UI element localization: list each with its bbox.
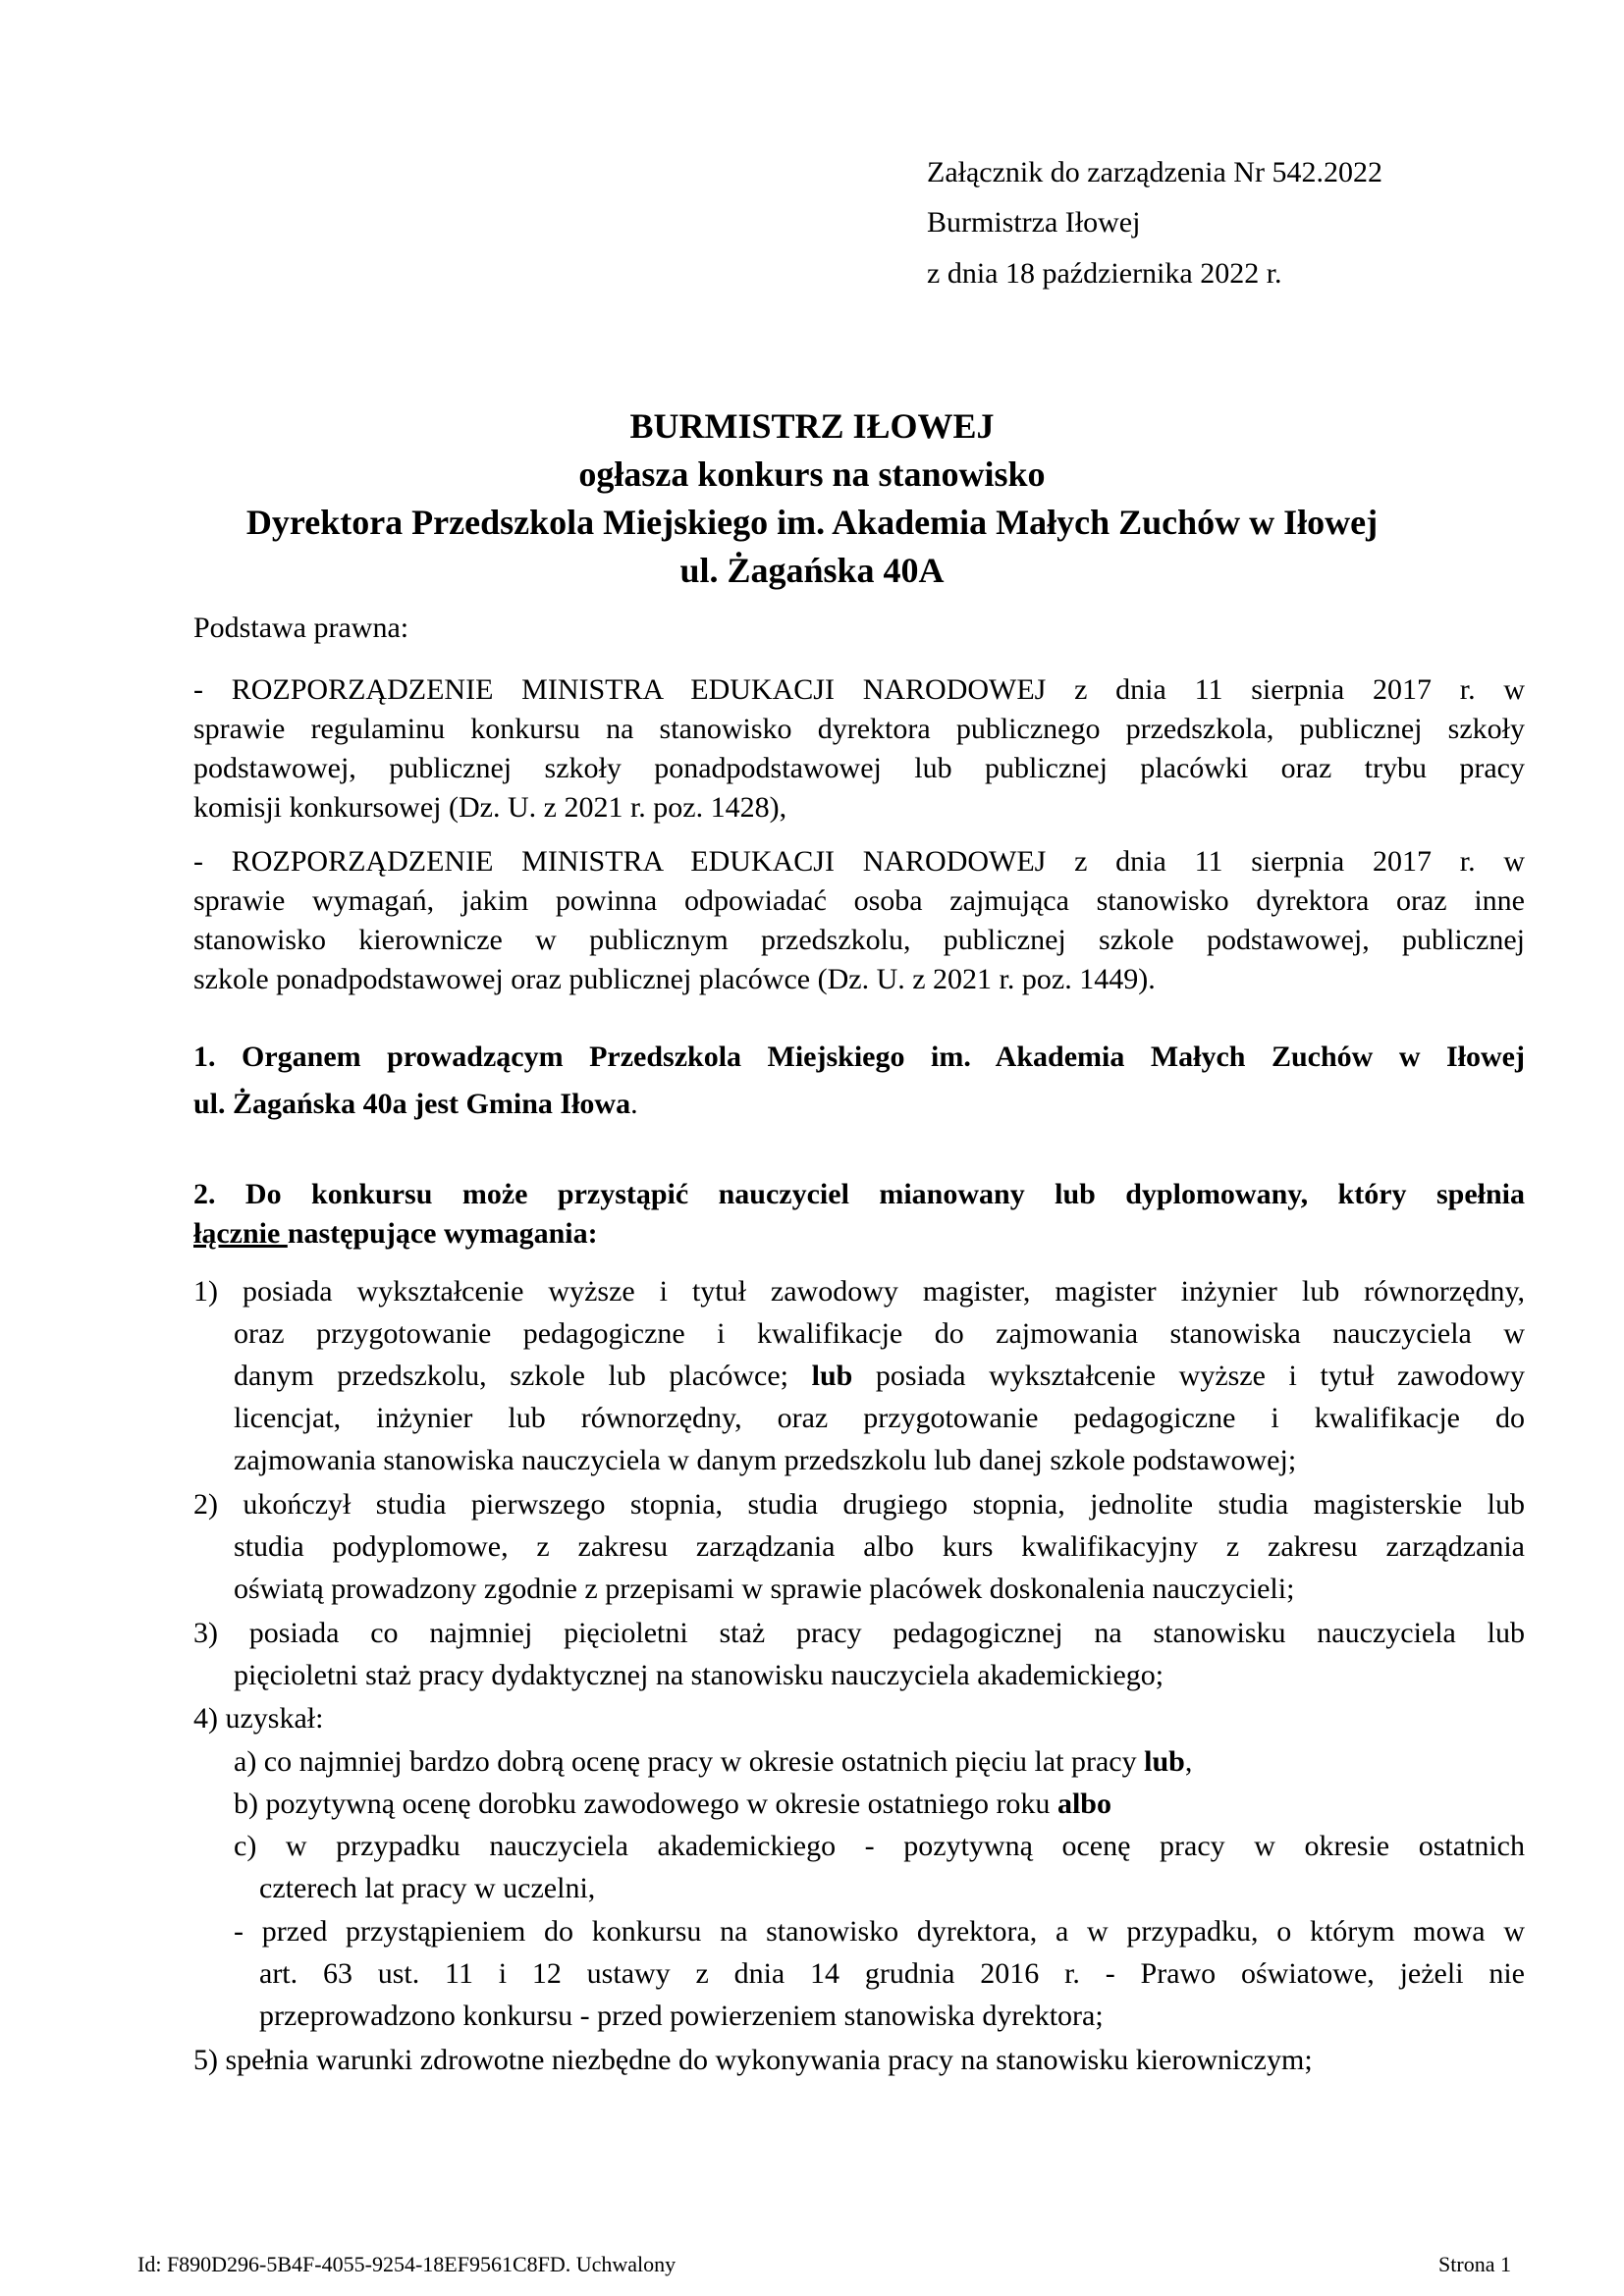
section-1-line: 1. Organem prowadzącym Przedszkola Miejskiego im. Akademia Małych Zuchów w Iłowej (193, 1041, 1525, 1073)
header-line: Burmistrza Iłowej (927, 206, 1141, 239)
requirement-subitem-c: czterech lat pracy w uczelni, (259, 1872, 596, 1904)
document-id: Id: F890D296-5B4F-4055-9254-18EF9561C8FD. Uchwalony (137, 2252, 677, 2276)
requirement-line: 3) posiada co najmniej pięcioletni staż pracy pedagogicznej na stanowisku nauczyciela lub (193, 1617, 1525, 1649)
section-2-line (193, 1214, 598, 1254)
bold-conjunction: lub (1144, 1745, 1185, 1778)
requirement-subitem-a (234, 1742, 1192, 1782)
requirement-text: b) pozytywną ocenę dorobku zawodowego w okresie ostatniego roku (234, 1788, 1057, 1820)
requirement-line: oświatą prowadzony zgodnie z przepisami w sprawie placówek doskonalenia nauczycieli; (234, 1573, 1295, 1605)
legal-basis-line: sprawie regulaminu konkursu na stanowisko dyrektora publicznego przedszkola, publicznej szkoły (193, 713, 1525, 745)
legal-basis-line: - ROZPORZĄDZENIE MINISTRA EDUKACJI NARODOWEJ z dnia 11 sierpnia 2017 r. w (193, 845, 1525, 878)
requirement-line: studia podyplomowe, z zakresu zarządzania albo kurs kwalifikacyjny z zakresu zarządzania (234, 1530, 1525, 1563)
header-line: z dnia 18 października 2022 r. (927, 257, 1282, 290)
requirement-subitem-c: c) w przypadku nauczyciela akademickiego - pozytywną ocenę pracy w okresie ostatnich (234, 1830, 1525, 1862)
bold-conjunction: albo (1056, 1788, 1111, 1820)
title-line: BURMISTRZ IŁOWEJ (629, 406, 995, 446)
section-2-rest: następujące wymagania: (287, 1217, 598, 1250)
requirement-line: 1) posiada wykształcenie wyższe i tytuł zawodowy magister, magister inżynier lub równorzędny, (193, 1275, 1525, 1308)
legal-basis-label: Podstawa prawna: (193, 612, 409, 644)
requirement-text: posiada wykształcenie wyższe i tytuł zawodowy (852, 1360, 1525, 1392)
title-line: ul. Żagańska 40A (679, 551, 945, 590)
requirement-line: pięcioletni staż pracy dydaktycznej na stanowisku nauczyciela akademickiego; (234, 1659, 1164, 1691)
requirement-line: zajmowania stanowiska nauczyciela w danym przedszkolu lub danej szkole podstawowej; (234, 1444, 1297, 1476)
requirement-subitem-d: przeprowadzono konkursu - przed powierzeniem stanowiska dyrektora; (259, 2000, 1104, 2032)
requirement-line: 2) ukończył studia pierwszego stopnia, studia drugiego stopnia, jednolite studia magisterskie lub (193, 1488, 1525, 1521)
header-line: Załącznik do zarządzenia Nr 542.2022 (927, 156, 1382, 188)
requirement-line: 5) spełnia warunki zdrowotne niezbędne do wykonywania pracy na stanowisku kierowniczym; (193, 2044, 1313, 2076)
requirement-subitem-d: - przed przystąpieniem do konkursu na stanowisko dyrektora, a w przypadku, o którym mowa w (234, 1915, 1525, 1948)
requirement-line: oraz przygotowanie pedagogiczne i kwalifikacje do zajmowania stanowiska nauczyciela w (234, 1317, 1525, 1350)
legal-basis-line: - ROZPORZĄDZENIE MINISTRA EDUKACJI NARODOWEJ z dnia 11 sierpnia 2017 r. w (193, 673, 1525, 706)
title-line: ogłasza konkurs na stanowisko (578, 454, 1046, 494)
requirement-text: , (1184, 1745, 1193, 1778)
requirement-line: 4) uzyskał: (193, 1702, 324, 1735)
legal-basis-line: podstawowej, publicznej szkoły ponadpodstawowej lub publicznej placówki oraz trybu pracy (193, 752, 1525, 784)
legal-basis-line: komisji konkursowej (Dz. U. z 2021 r. poz. 1428), (193, 791, 787, 824)
requirement-subitem-b (234, 1785, 1111, 1824)
legal-basis-line: stanowisko kierownicze w publicznym przedszkolu, publicznej szkole podstawowej, publicznej (193, 924, 1525, 956)
title-line: Dyrektora Przedszkola Miejskiego im. Akademia Małych Zuchów w Iłowej (245, 503, 1379, 542)
requirement-line: licencjat, inżynier lub równorzędny, oraz przygotowanie pedagogiczne i kwalifikacje do (234, 1402, 1525, 1434)
bold-conjunction: lub (811, 1360, 853, 1392)
legal-basis-line: szkole ponadpodstawowej oraz publicznej placówce (Dz. U. z 2021 r. poz. 1449). (193, 963, 1156, 995)
legal-basis-line: sprawie wymagań, jakim powinna odpowiadać osoba zajmująca stanowisko dyrektora oraz inne (193, 884, 1525, 917)
section-1-line (193, 1085, 638, 1124)
requirement-subitem-d: art. 63 ust. 11 i 12 ustawy z dnia 14 grudnia 2016 r. - Prawo oświatowe, jeżeli nie (259, 1957, 1525, 1990)
requirement-text: danym przedszkolu, szkole lub placówce; (234, 1360, 812, 1392)
requirement-text: a) co najmniej bardzo dobrą ocenę pracy w okresie ostatnich pięciu lat pracy (234, 1745, 1145, 1778)
page-number: Strona 1 (1438, 2252, 1511, 2276)
section-1-bold-text: ul. Żagańska 40a jest Gmina Iłowa (193, 1088, 631, 1120)
requirement-line (234, 1357, 1525, 1396)
section-2-line: 2. Do konkursu może przystąpić nauczyciel mianowany lub dyplomowany, który spełnia (193, 1178, 1525, 1210)
underlined-word: łącznie (193, 1217, 288, 1250)
section-1-tail: . (630, 1088, 638, 1120)
